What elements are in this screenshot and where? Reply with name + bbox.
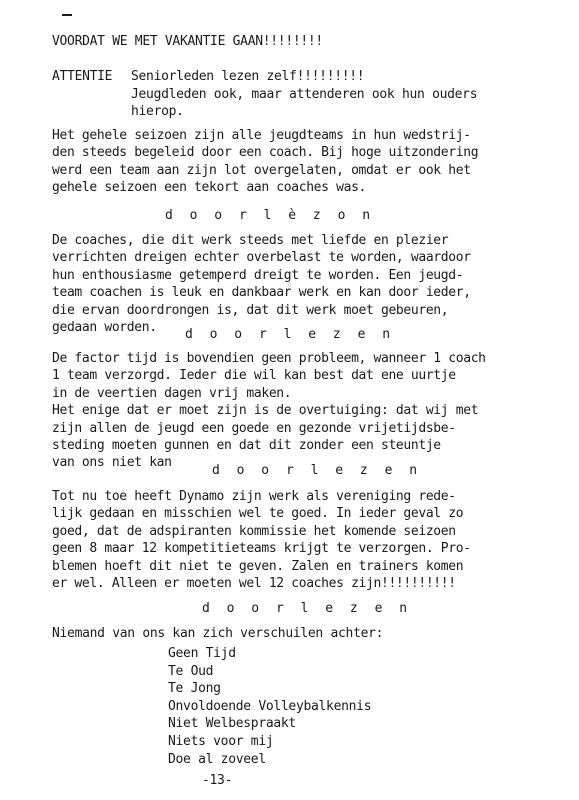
paragraph-line: lijk gedaan en misschien wel te goed. In ieder geval zo	[52, 506, 464, 522]
paragraph-line: Het gehele seizoen zijn alle jeugdteams in hun wedstrij-	[52, 128, 471, 143]
paragraph-line: Het enige dat er moet zijn is de overtuiging: dat wij met	[52, 403, 479, 419]
doorlezen-divider-2: d o o r l e z e n	[185, 327, 395, 342]
paragraph-line: Tot nu toe heeft Dynamo zijn werk als vereniging rede-	[52, 489, 456, 504]
top-dash-mark	[62, 14, 72, 16]
paragraph-line: den steeds begeleid door een coach. Bij hoge uitzondering	[52, 145, 479, 161]
paragraph-1	[52, 127, 562, 197]
paragraph-line: gedaan worden.	[52, 320, 157, 336]
list-item: Geen Tijd	[168, 646, 236, 661]
list-item: Onvoldoende Volleybalkennis	[168, 698, 372, 714]
paragraph-line: zijn allen de jeugd een goede en gezonde vrijetijdsbe-	[52, 420, 456, 436]
doorlezen-divider-1: d o o r l è z o n	[165, 208, 375, 223]
paragraph-line: verrichten dreigen echter overbelast te worden, waardoor	[52, 250, 471, 266]
attention-line-2: Jeugdleden ook, maar attenderen ook hun ouders	[131, 87, 478, 102]
attention-label: ATTENTIE	[52, 69, 113, 84]
paragraph-4	[52, 488, 562, 592]
paragraph-line: geen 8 maar 12 kompetitieteams krijgt te verzorgen. Pro-	[52, 541, 471, 557]
paragraph-line: werd een team aan zijn lot overgelaten, omdat er ook het	[52, 162, 471, 178]
paragraph-line: team coachen is leuk en dankbaar werk en kan door ieder,	[52, 285, 471, 301]
paragraph-line: gehele seizoen een tekort aan coaches was.	[52, 180, 367, 196]
paragraph-line: hun enthousiasme getemperd dreigt te worden. Een jeugd-	[52, 267, 464, 283]
closing-intro: Niemand van ons kan zich verschuilen achter:	[52, 626, 384, 641]
paragraph-line: er wel. Alleen er moeten wel 12 coaches zijn!!!!!!!!!!	[52, 576, 456, 592]
paragraph-line: blemen hoeft dit niet te geven. Zalen en trainers komen	[52, 558, 464, 574]
excuse-list	[168, 645, 371, 768]
paragraph-line: De factor tijd is bovendien geen probleem, wanneer 1 coach	[52, 351, 486, 366]
list-item: Doe al zoveel	[168, 751, 266, 767]
page-number: -13-	[202, 773, 233, 788]
paragraph-3	[52, 350, 562, 472]
attention-line-1: Seniorleden lezen zelf!!!!!!!!!	[131, 69, 365, 84]
attention-line-3: hierop.	[131, 104, 184, 119]
list-item: Te Oud	[168, 663, 214, 679]
paragraph-2	[52, 232, 562, 336]
paragraph-line: 1 team verzorgd. Ieder die wil kan best dat ene uurtje	[52, 368, 456, 384]
paragraph-line: die ervan doordrongen is, dat dit werk moet gebeuren,	[52, 302, 449, 318]
paragraph-line: van ons niet kan	[52, 455, 172, 471]
list-item: Niet Welbespraakt	[168, 716, 296, 732]
doorlezen-divider-3: d o o r l e z e n	[212, 463, 422, 478]
list-item: Te Jong	[168, 681, 221, 697]
paragraph-line: steding moeten gunnen en dat dit zonder een steuntje	[52, 438, 441, 454]
paragraph-line: De coaches, die dit werk steeds met liefde en plezier	[52, 233, 449, 248]
page-title: VOORDAT WE MET VAKANTIE GAAN!!!!!!!!	[52, 34, 323, 49]
doorlezen-divider-4: d o o r l e z e n	[202, 601, 412, 616]
paragraph-line: goed, dat de adspiranten kommissie het komende seizoen	[52, 523, 456, 539]
paragraph-line: in de veertien dagen vrij maken.	[52, 385, 292, 401]
list-item: Niets voor mij	[168, 733, 274, 749]
